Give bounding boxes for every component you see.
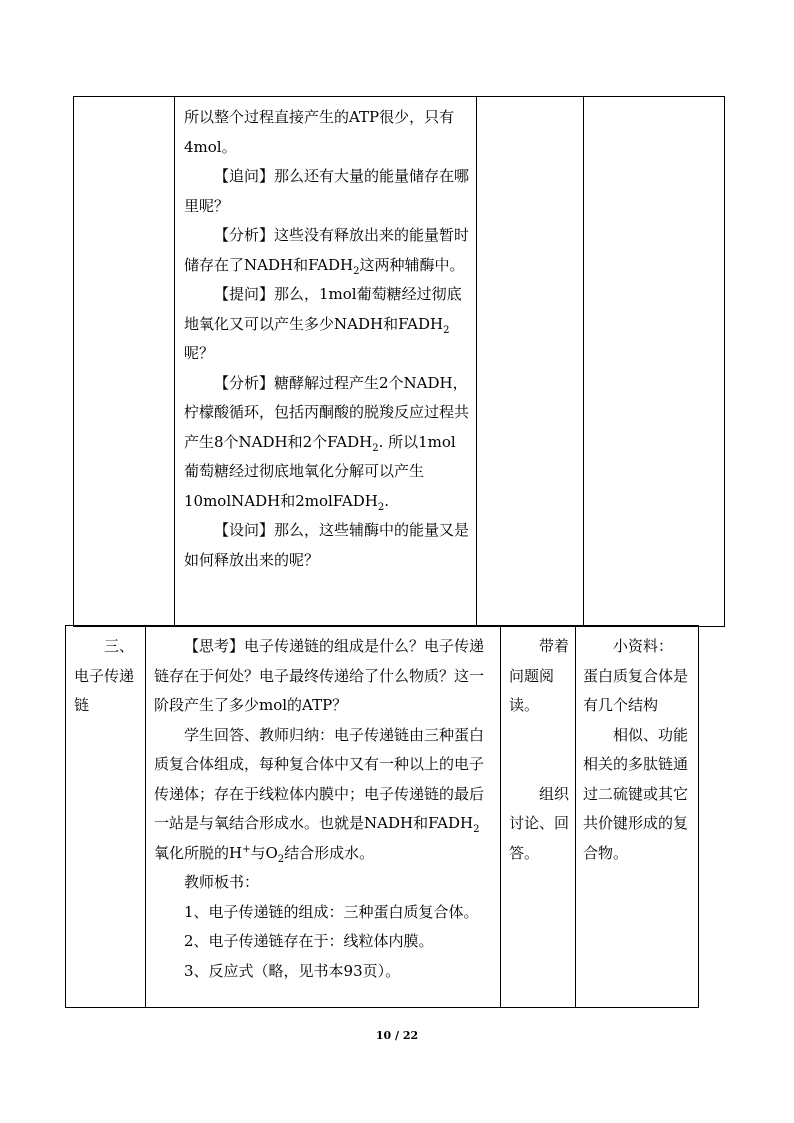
student-activity-1: 带着问题阅读。	[509, 637, 570, 714]
content-paragraph: 【提问】那么，1mol葡萄糖经过彻底地氧化又可以产生多少NADH和$FADH_2$呢？	[184, 285, 462, 362]
lesson-table-continued	[73, 96, 725, 627]
content-paragraph: 所以整个过程直接产生的ATP很少，只有4mol。	[184, 108, 455, 156]
teaching-content-cell	[175, 97, 477, 627]
think-question: 【思考】电子传递链的组成是什么？电子传递链存在于何处？电子最终传递给了什么物质？这一阶段产生了多少mol的ATP？	[154, 637, 485, 714]
note-title: 小资料：	[613, 637, 674, 655]
empty-note-cell	[584, 97, 725, 627]
page-number: 10 / 22	[375, 1029, 419, 1042]
summary-paragraph: 学生回答、教师归纳：电子传递链由三种蛋白质复合体组成，每种复合体中又有一种以上的电子传递体；存在于线粒体内膜中；电子传递链的最后一站是与氧结合形成水。也就是NADH和$FADH_2$氧化所脱的H+与$O_2$结合形成水。	[154, 725, 485, 865]
note-body-2: 相似、功能相关的多肽链通过二硫键或其它共价键形成的复合物。	[583, 725, 689, 862]
student-activity-cell	[501, 626, 576, 1008]
note-cell	[576, 626, 699, 1008]
empty-activity-cell	[477, 97, 584, 627]
content-paragraph: 【设问】那么，这些辅酶中的能量又是如何释放出来的呢？	[184, 521, 470, 569]
section-title-cell	[66, 626, 146, 1008]
teaching-content	[175, 97, 476, 575]
teaching-content-cell	[146, 626, 501, 1008]
board-item-1: 1、电子传递链的组成：三种蛋白质复合体。	[184, 902, 479, 921]
student-activity-2: 组织讨论、回答。	[509, 784, 570, 862]
empty-section-cell	[74, 97, 175, 627]
board-item-2: 2、电子传递链存在于：线粒体内膜。	[184, 932, 434, 950]
lesson-table-section-3	[65, 625, 699, 1008]
content-paragraph: 【分析】这些没有释放出来的能量暂时储存在了NADH和$FADH_2$这两种辅酶中。	[184, 226, 470, 277]
board-heading: 教师板书：	[184, 873, 260, 891]
content-paragraph: 【分析】糖酵解过程产生2个NADH，柠檬酸循环，包括丙酮酸的脱羧反应过程共产生8个NADH和2个$FADH_2$. 所以1mol葡萄糖经过彻底地氧化分解可以产生10molNADH和2molFADH$_2$.	[184, 373, 470, 513]
content-paragraph: 【追问】那么还有大量的能量储存在哪里呢？	[184, 167, 470, 215]
note-body-1: 蛋白质复合体是有几个结构	[583, 666, 689, 714]
board-item-3: 3、反应式（略，见书本93页）。	[184, 961, 401, 980]
section-title: 三、电子传递链	[74, 637, 135, 714]
